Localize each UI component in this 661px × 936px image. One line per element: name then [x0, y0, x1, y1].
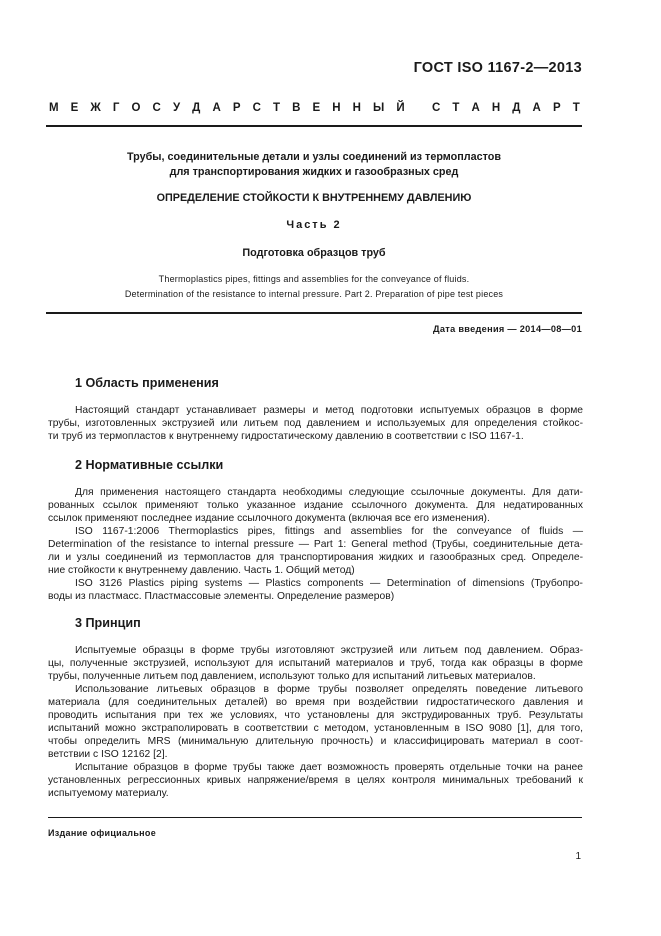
section-heading-normative-references: 2 Нормативные ссылки: [75, 458, 224, 472]
standard-type-letter: [417, 102, 420, 114]
title-line-2: для транспортирования жидких и газообразных сред: [169, 166, 459, 178]
standard-type-letter: С: [252, 102, 261, 114]
body-line: ти труб из термопластов к внутреннему гидростатическому давлению в соответствии с ISO 1167-1.: [48, 431, 524, 442]
body-line: Настоящий стандарт устанавливает размеры и метод подготовки испытуемых образцов в форме: [75, 405, 583, 416]
standard-type-letter: О: [131, 102, 141, 114]
body-line: ли и узлы соединений из термопластов для транспортирования жидких и газообразных сред. Определе-: [48, 552, 583, 563]
standard-type-letter: В: [292, 102, 301, 114]
standard-type-letter: Р: [232, 102, 241, 114]
standard-type-letter: Р: [552, 102, 561, 114]
standard-type-letter: Н: [332, 102, 341, 114]
body-line: воды из пластмасс. Пластмассовые элементы. Определение размеров): [48, 591, 395, 602]
standard-type-letter: С: [152, 102, 161, 114]
body-line: цы, полученные экструзией, используют для испытаний материалов и труб, тогда как образцы в форме: [48, 658, 583, 669]
body-line: трубы, полученные литьем под давлением, используют только для испытаний литьевых материалов.: [48, 671, 536, 682]
standard-type-letter: Т: [452, 102, 460, 114]
footer-divider: [48, 817, 582, 818]
standard-type-letter: Т: [572, 102, 580, 114]
body-line: Испытуемые образцы в форме трубы изготовляют экструзией или литьем под давлением. Образ-: [75, 645, 583, 656]
standard-type-letter: А: [212, 102, 221, 114]
body-line: Для применения настоящего стандарта необходимы следующие ссылочные документы. Для дати-: [75, 487, 583, 498]
body-line: рованных ссылок применяют только указанное издание ссылочного документа. Для недатированных: [48, 500, 583, 511]
standard-type-letter: Ж: [90, 102, 101, 114]
body-line: Использование литьевых образцов в форме трубы позволяет определять поведение литьевого: [75, 684, 583, 695]
english-title-line-2: Determination of the resistance to internal pressure. Part 2. Preparation of pipe test pieces: [124, 289, 504, 299]
body-line: Determination of the resistance to internal pressure — Part 1: General method (Трубы, соединительные дета-: [48, 539, 583, 550]
body-line: ние стойкости к внутреннему давлению. Часть 1. Общий метод): [48, 565, 355, 576]
body-line: установленных регрессионных кривых напряжение/время в целях контроля минимальных требований к: [48, 775, 583, 786]
standard-type-letter: А: [471, 102, 480, 114]
standard-type-letter: Й: [396, 102, 405, 114]
body-line: испытаний можно экстраполировать в соответствии с методом, установленным в ISO 9080 [1], для того,: [48, 723, 583, 734]
standard-name: ОПРЕДЕЛЕНИЕ СТОЙКОСТИ К ВНУТРЕННЕМУ ДАВЛЕНИЮ: [156, 192, 472, 204]
title-line-1: Трубы, соединительные детали и узлы соединений из термопластов: [127, 151, 501, 163]
page-number: 1: [575, 851, 581, 862]
body-line: проводить испытания при тех же условиях, что установлены для экструдированных труб. Результаты: [48, 710, 583, 721]
introduction-date: Дата введения — 2014—08—01: [433, 324, 582, 334]
section-heading-principle: 3 Принцип: [75, 616, 141, 630]
body-line: материала (для соединительных деталей) во время при воздействии гидростатического давления и: [48, 697, 583, 708]
standard-type-label: [49, 102, 580, 114]
body-line: трубы, изготовленных экструзией или литьем под давлением и используемых для определения стойкос-: [48, 418, 583, 429]
edition-label: Издание официальное: [48, 828, 157, 838]
body-line: чтобы определить MRS (минимальную длительную прочность) и классифицировать материал в соот-: [48, 736, 583, 747]
part-title: Подготовка образцов труб: [242, 247, 386, 259]
english-title-line-1: Thermoplastics pipes, fittings and assemblies for the conveyance of fluids.: [158, 274, 470, 284]
body-line: ветствии с ISO 12162 [2].: [48, 749, 168, 760]
standard-type-letter: А: [532, 102, 541, 114]
part-number: Часть 2: [286, 219, 342, 231]
standard-type-letter: Г: [112, 102, 120, 114]
standard-type-letter: Ы: [373, 102, 385, 114]
standard-type-letter: Д: [192, 102, 201, 114]
standard-type-letter: У: [172, 102, 181, 114]
section-body-scope: [48, 404, 583, 443]
standard-type-letter: Е: [312, 102, 321, 114]
section-body-normative-references: [48, 486, 583, 603]
standard-type-letter: Н: [352, 102, 361, 114]
standard-type-letter: Д: [512, 102, 521, 114]
section-body-principle: [48, 644, 583, 800]
standard-type-letter: М: [49, 102, 59, 114]
standard-type-letter: Е: [70, 102, 79, 114]
section-heading-scope: 1 Область применения: [75, 376, 219, 390]
body-line: Испытание образцов в форме трубы также дает возможность проверять отдельные точки на ранее: [75, 762, 583, 773]
standard-type-letter: С: [431, 102, 441, 114]
title-divider: [46, 312, 582, 314]
body-line: испытуемому материалу.: [48, 788, 169, 799]
standard-type-letter: Т: [272, 102, 281, 114]
document-code: ГОСТ ISO 1167-2—2013: [413, 60, 582, 76]
standard-type-letter: Н: [491, 102, 501, 114]
body-line: ISO 1167-1:2006 Thermoplastics pipes, fittings and assemblies for the conveyance of fluids —: [75, 526, 583, 537]
body-line: ISO 3126 Plastics piping systems — Plastics components — Determination of dimensions (Трубопро-: [75, 578, 583, 589]
body-line: ссылок применяют последнее издание ссылочного документа (включая все его изменения).: [48, 513, 490, 524]
header-divider: [46, 125, 582, 127]
